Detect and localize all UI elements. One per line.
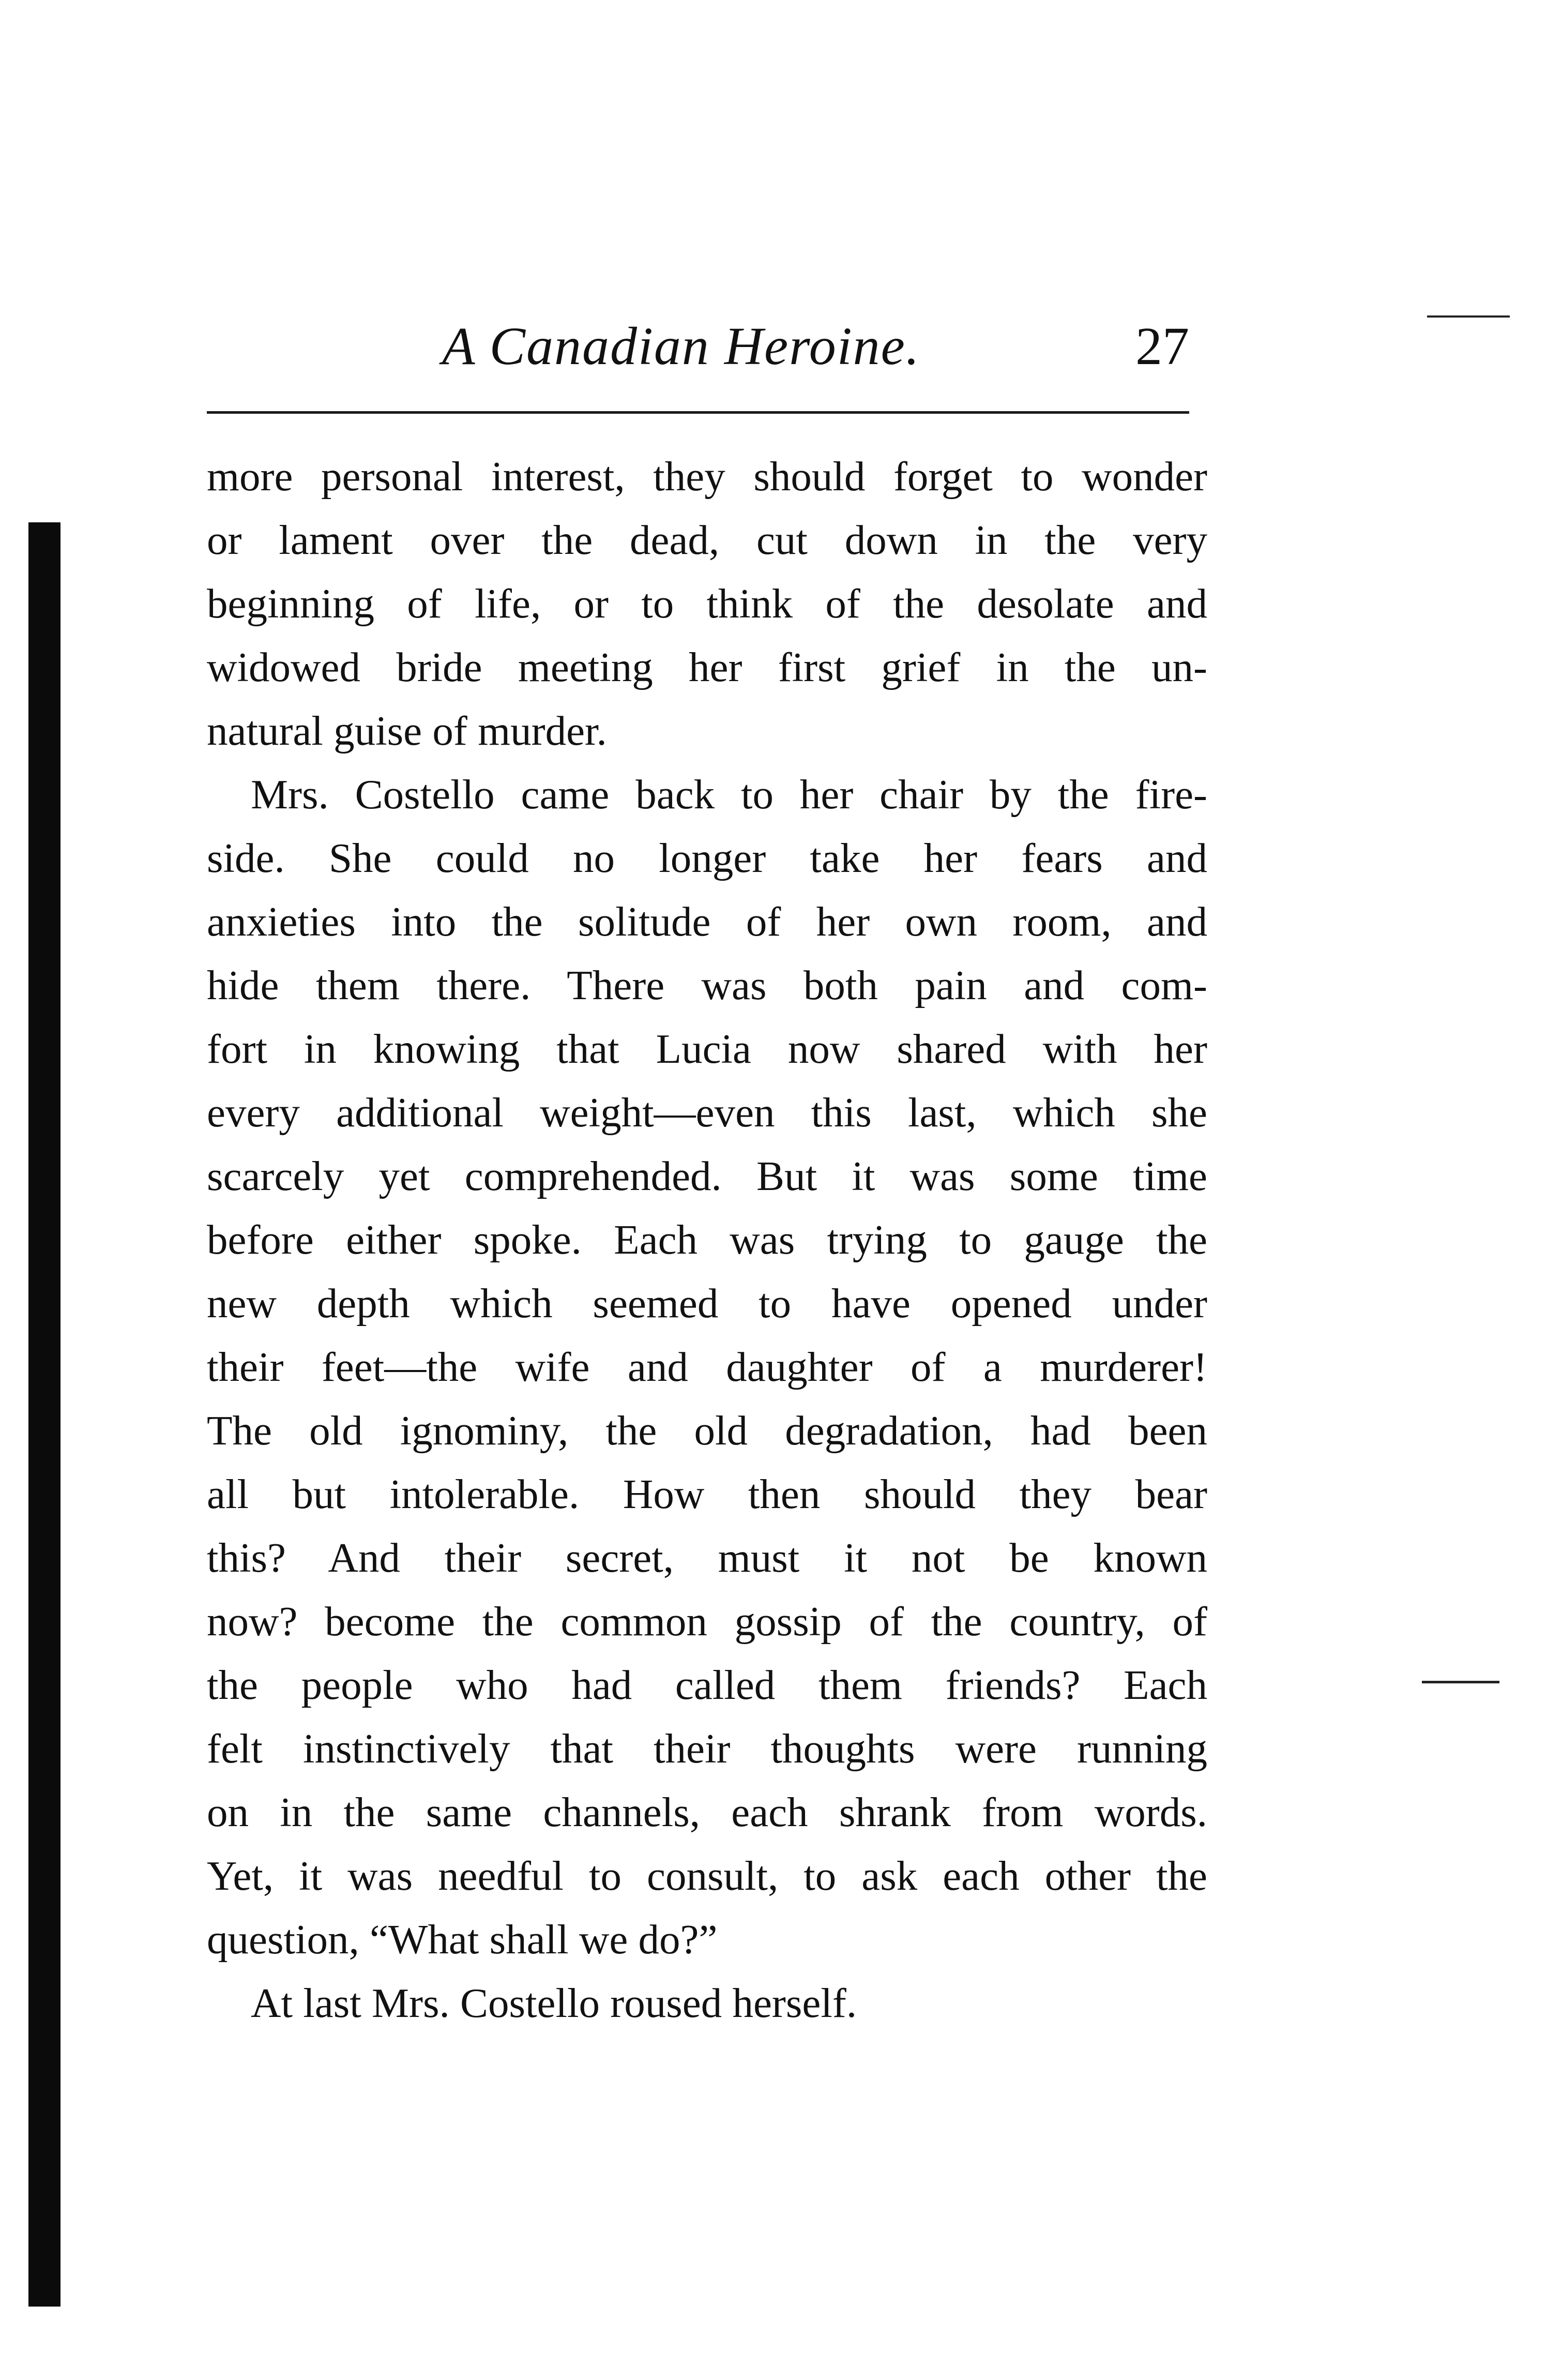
text-line: every additional weight—even this last, which she: [207, 1089, 1207, 1136]
text-line: all but intolerable. How then should they bear: [207, 1471, 1207, 1517]
text-line: Mrs. Costello came back to her chair by the fire-: [251, 771, 1207, 818]
text-line: the people who had called them friends? Each: [207, 1662, 1207, 1708]
page-number: 27: [1135, 317, 1189, 376]
text-line: natural guise of murder.: [207, 707, 607, 754]
text-line: The old ignominy, the old degradation, had been: [207, 1407, 1207, 1454]
text-line: beginning of life, or to think of the desolate and: [207, 580, 1207, 627]
text-line: anxieties into the solitude of her own room, and: [207, 898, 1207, 945]
text-line: fort in knowing that Lucia now shared with her: [207, 1026, 1207, 1072]
text-line: this? And their secret, must it not be known: [207, 1534, 1207, 1581]
margin-mark: [1427, 315, 1510, 318]
text-line: side. She could no longer take her fears and: [207, 835, 1207, 881]
text-line: more personal interest, they should forget to wonder: [207, 453, 1207, 500]
running-head: [207, 305, 1189, 378]
text-line: scarcely yet comprehended. But it was some time: [207, 1153, 1207, 1199]
text-line: on in the same channels, each shrank from words.: [207, 1789, 1207, 1835]
text-line: question, “What shall we do?”: [207, 1916, 718, 1963]
text-line: Yet, it was needful to consult, to ask each other the: [207, 1852, 1207, 1899]
text-line: hide them there. There was both pain and com-: [207, 962, 1207, 1008]
text-line: their feet—the wife and daughter of a murderer!: [207, 1344, 1207, 1390]
text-line: or lament over the dead, cut down in the very: [207, 517, 1207, 563]
text-line: new depth which seemed to have opened under: [207, 1280, 1207, 1327]
text-line: widowed bride meeting her first grief in the un-: [207, 644, 1207, 690]
text-line: felt instinctively that their thoughts were running: [207, 1725, 1207, 1772]
text-line: At last Mrs. Costello roused herself.: [251, 1980, 857, 2026]
text-line: now? become the common gossip of the country, of: [207, 1598, 1207, 1645]
margin-mark: [1422, 1681, 1499, 1683]
running-title: A Canadian Heroine.: [442, 317, 920, 376]
body-text: [207, 445, 1207, 2035]
header-rule: [207, 411, 1189, 414]
binding-shadow: [28, 522, 60, 2307]
text-line: before either spoke. Each was trying to gauge the: [207, 1216, 1207, 1263]
